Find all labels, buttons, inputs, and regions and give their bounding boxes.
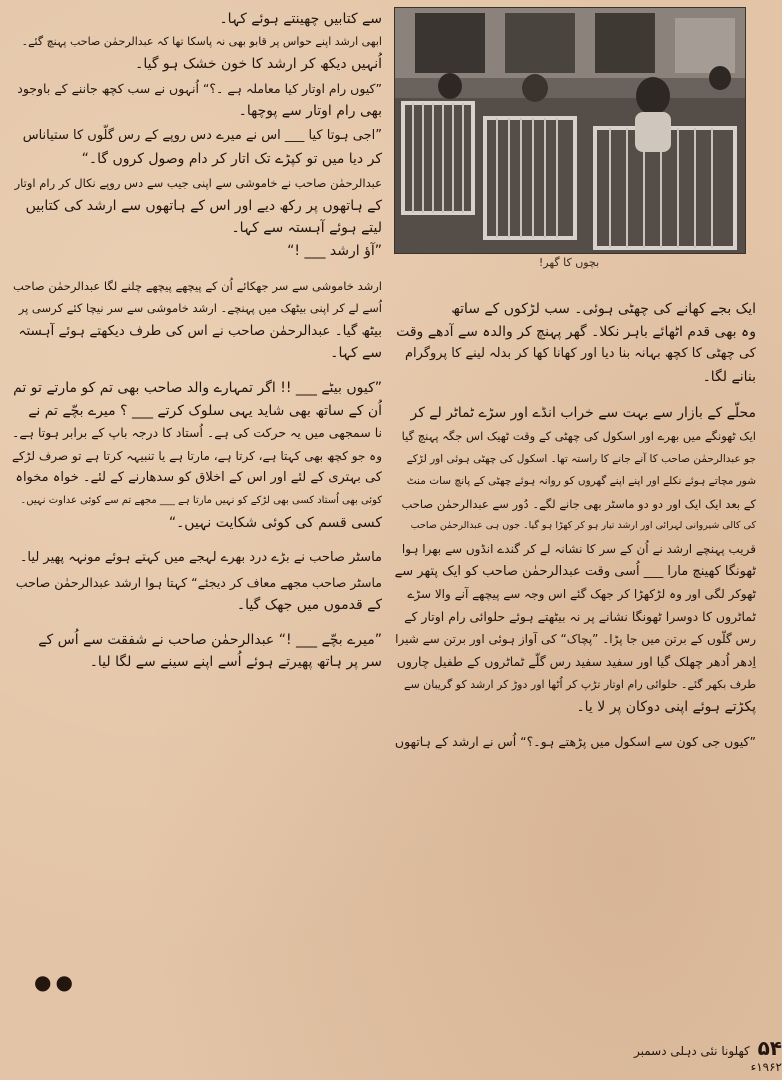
text-line: کی چھٹی کا کچھ بہانہ بنا دیا اور کھانا کھا کر بدلہ لینے کا پروگرام xyxy=(405,346,756,362)
left-text-column xyxy=(12,8,382,674)
text-line: ٹھونگا کھینچ مارا ___ اُسی وقت عبدالرحمٰن صاحب کو ایک پتھر سے xyxy=(394,563,756,579)
cribs-photo-illustration xyxy=(395,8,745,253)
text-line: ماسٹر صاحب مجھے معاف کر دیجئے“ کہتا ہوا ارشد عبدالرحمٰن صاحب xyxy=(15,574,382,590)
text-line: وہ جو کچھ بھی کہتا ہے، کرتا ہے، مارتا ہے یا تنبیہہ کرتا ہے تو صرف لڑکے xyxy=(11,448,382,463)
text-line: ارشد خاموشی سے سر جھکائے اُن کے پیچھے پیچھے چلنے لگا عبدالرحمٰن صاحب xyxy=(13,278,382,293)
text-line: بنانے لگا۔ xyxy=(702,368,756,385)
text-line: نا سمجھی میں یہ حرکت کی ہے۔ اُستاد کا درجہ باپ کے برابر ہوتا ہے۔ xyxy=(12,425,382,441)
text-line: عبدالرحمٰن صاحب نے خاموشی سے اپنی جیب سے دس روپے نکال کر رام اوتار xyxy=(14,176,382,191)
text-line: ایک بجے کھانے کی چھٹی ہوئی۔ سب لڑکوں کے ساتھ xyxy=(451,301,756,317)
text-line: کے قدموں میں جھک گیا۔ xyxy=(236,597,382,614)
text-line: ابھی ارشد اپنے حواس پر قابو بھی نہ پاسکا تھا کہ عبدالرحمٰن صاحب پہنچ گئے۔ xyxy=(21,34,382,48)
text-line: بھی رام اوتار سے پوچھا۔ xyxy=(238,103,382,120)
text-line: محلّے کے بازار سے بہت سے خراب انڈے اور سڑے ٹماٹر لے کر xyxy=(410,405,756,422)
text-line: ”میرے بچّے ___ !“ عبدالرحمٰن صاحب نے شفقت سے اُس کے xyxy=(38,631,382,648)
text-line: جو عبدالرحمٰن صاحب کا آنے جانے کا راستہ تھا۔ اسکول کی چھٹی ہوئی اور لڑکے xyxy=(406,452,756,465)
text-line: سے کہا۔ xyxy=(330,345,382,362)
text-line: ”کیوں جی کون سے اسکول میں پڑھتے ہو۔؟“ اُس نے ارشد کے ہاتھوں xyxy=(394,733,756,749)
text-line: کی کالی شیروانی لہرائی اور ارشد تیار ہو کر کھڑا ہو گیا۔ جوں ہی عبدالرحمٰن صاحب xyxy=(410,520,756,532)
text-line: اِدھر اُدھر چھلک گیا اور سفید سفید رس گلّے ٹماٹروں کے طفیل چاروں xyxy=(396,653,756,669)
text-line: شور مچاتے ہوئے نکلے اور اپنے اپنے گھروں کو روانہ ہوئے چھٹی کے پانچ سات منٹ xyxy=(406,475,756,488)
text-line: ایک ٹھونگے میں بھرے اور اسکول کی چھٹی کے وقت ٹھیک اس جگہ پہنچ گیا xyxy=(401,428,756,443)
photo-caption: بچوں کا گھر! xyxy=(538,256,600,269)
text-line: اُسے لے کر اپنی بیٹھک میں پہنچے۔ ارشد خاموشی سے سر نیچا کئے کرسی پر xyxy=(18,301,382,316)
text-line: کوئی بھی اُستاد کسی بھی لڑکے کو نہیں مارتا ہے ___ مجھے تم سے کوئی عداوت نہیں۔ xyxy=(20,494,382,506)
text-line: ٹماٹروں کا دوسرا ٹھونگا نشانے پر نہ بیٹھتے ہوئے حلوائی رام اوتار کے xyxy=(404,608,756,624)
text-line: ”کیوں بیٹے ___ !! اگر تمہارے والد صاحب بھی تم کو مارتے تو تم xyxy=(13,379,382,396)
page-number: ۵۴ xyxy=(757,1036,782,1060)
text-line: ”آؤ ارشد ___ !“ xyxy=(287,242,382,259)
text-line: طرف بکھر گئے۔ حلوائی رام اوتار تڑپ کر اُٹھا اور دوڑ کر ارشد کو گریبان سے xyxy=(404,677,756,691)
text-line: بیٹھ گیا۔ عبدالرحمٰن صاحب نے اس کی طرف دیکھتے ہوئے آہستہ xyxy=(18,322,382,339)
text-line: کے بعد ایک ایک اور دو دو ماسٹر بھی جانے لگے۔ دُور سے عبدالرحمٰن صاحب xyxy=(401,496,756,511)
text-line: اُن کے ساتھ بھی شاید یہی سلوک کرتے ___ ؟ میرے بچّے تم نے xyxy=(28,402,382,419)
text-line: ٹھوکر لگی اور وہ لڑکھڑا کر جھک گئے اس وجہ سے پیچھے آنے والا سڑے xyxy=(407,587,756,602)
text-line: اُنہیں دیکھ کر ارشد کا خون خشک ہو گیا۔ xyxy=(135,56,382,73)
text-line: سر پر ہاتھ پھیرتے ہوئے اُسے اپنے سینے سے لگا لیا۔ xyxy=(89,654,382,671)
right-text-column xyxy=(394,298,756,753)
text-line: قریب پہنچے ارشد نے اُن کے سر کا نشانہ لے کر گندے انڈوں سے بھرا ہوا xyxy=(401,541,756,556)
nursery-photo xyxy=(394,7,746,254)
text-line: لیتے ہوئے آہستہ سے کہا۔ xyxy=(231,220,382,237)
text-line: رس گلّوں کے برتن میں جا پڑا۔ ”پچاک“ کی آواز ہوئی اور برتن سے شیرا xyxy=(395,632,756,647)
publication-line: کھلونا نئی دہلی دسمبر ۱۹۶۲ء xyxy=(634,1044,782,1074)
text-line: سے کتابیں چھینتے ہوئے کہا۔ xyxy=(219,11,382,27)
page-footer xyxy=(600,1036,782,1074)
end-marker: ●● xyxy=(34,970,77,994)
text-line: کے ہاتھوں پر رکھ دیے اور اس کے ہاتھوں سے ارشد کی کتابیں xyxy=(25,197,382,214)
text-line: ”کیوں رام اوتار کیا معاملہ ہے ۔؟“ اُنہوں نے سب کچھ جاننے کے باوجود xyxy=(17,80,382,96)
text-line: کسی قسم کی کوئی شکایت نہیں۔“ xyxy=(168,515,382,532)
text-line: پکڑتے ہوئے اپنی دوکان پر لا یا۔ xyxy=(576,699,756,716)
text-line: کر دیا میں تو کپڑے تک اتار کر دام وصول کروں گا۔“ xyxy=(81,150,382,167)
text-line: کی بہتری کے لئے اور اس کے اخلاق کو سدھارنے کے لئے۔ خواہ مخواہ xyxy=(15,470,382,486)
text-line: ”اجی ہوتا کیا ___ اس نے میرے دس روپے کے رس گلّوں کا ستیاناس xyxy=(22,127,382,143)
text-line: وہ بھی قدم اٹھائے باہر نکلا۔ گھر پہنچ کر والدہ سے آدھے وقت xyxy=(396,323,756,340)
text-line: ماسٹر صاحب نے بڑے درد بھرے لہجے میں کہتے ہوئے مونہہ پھیر لیا۔ xyxy=(19,550,382,566)
